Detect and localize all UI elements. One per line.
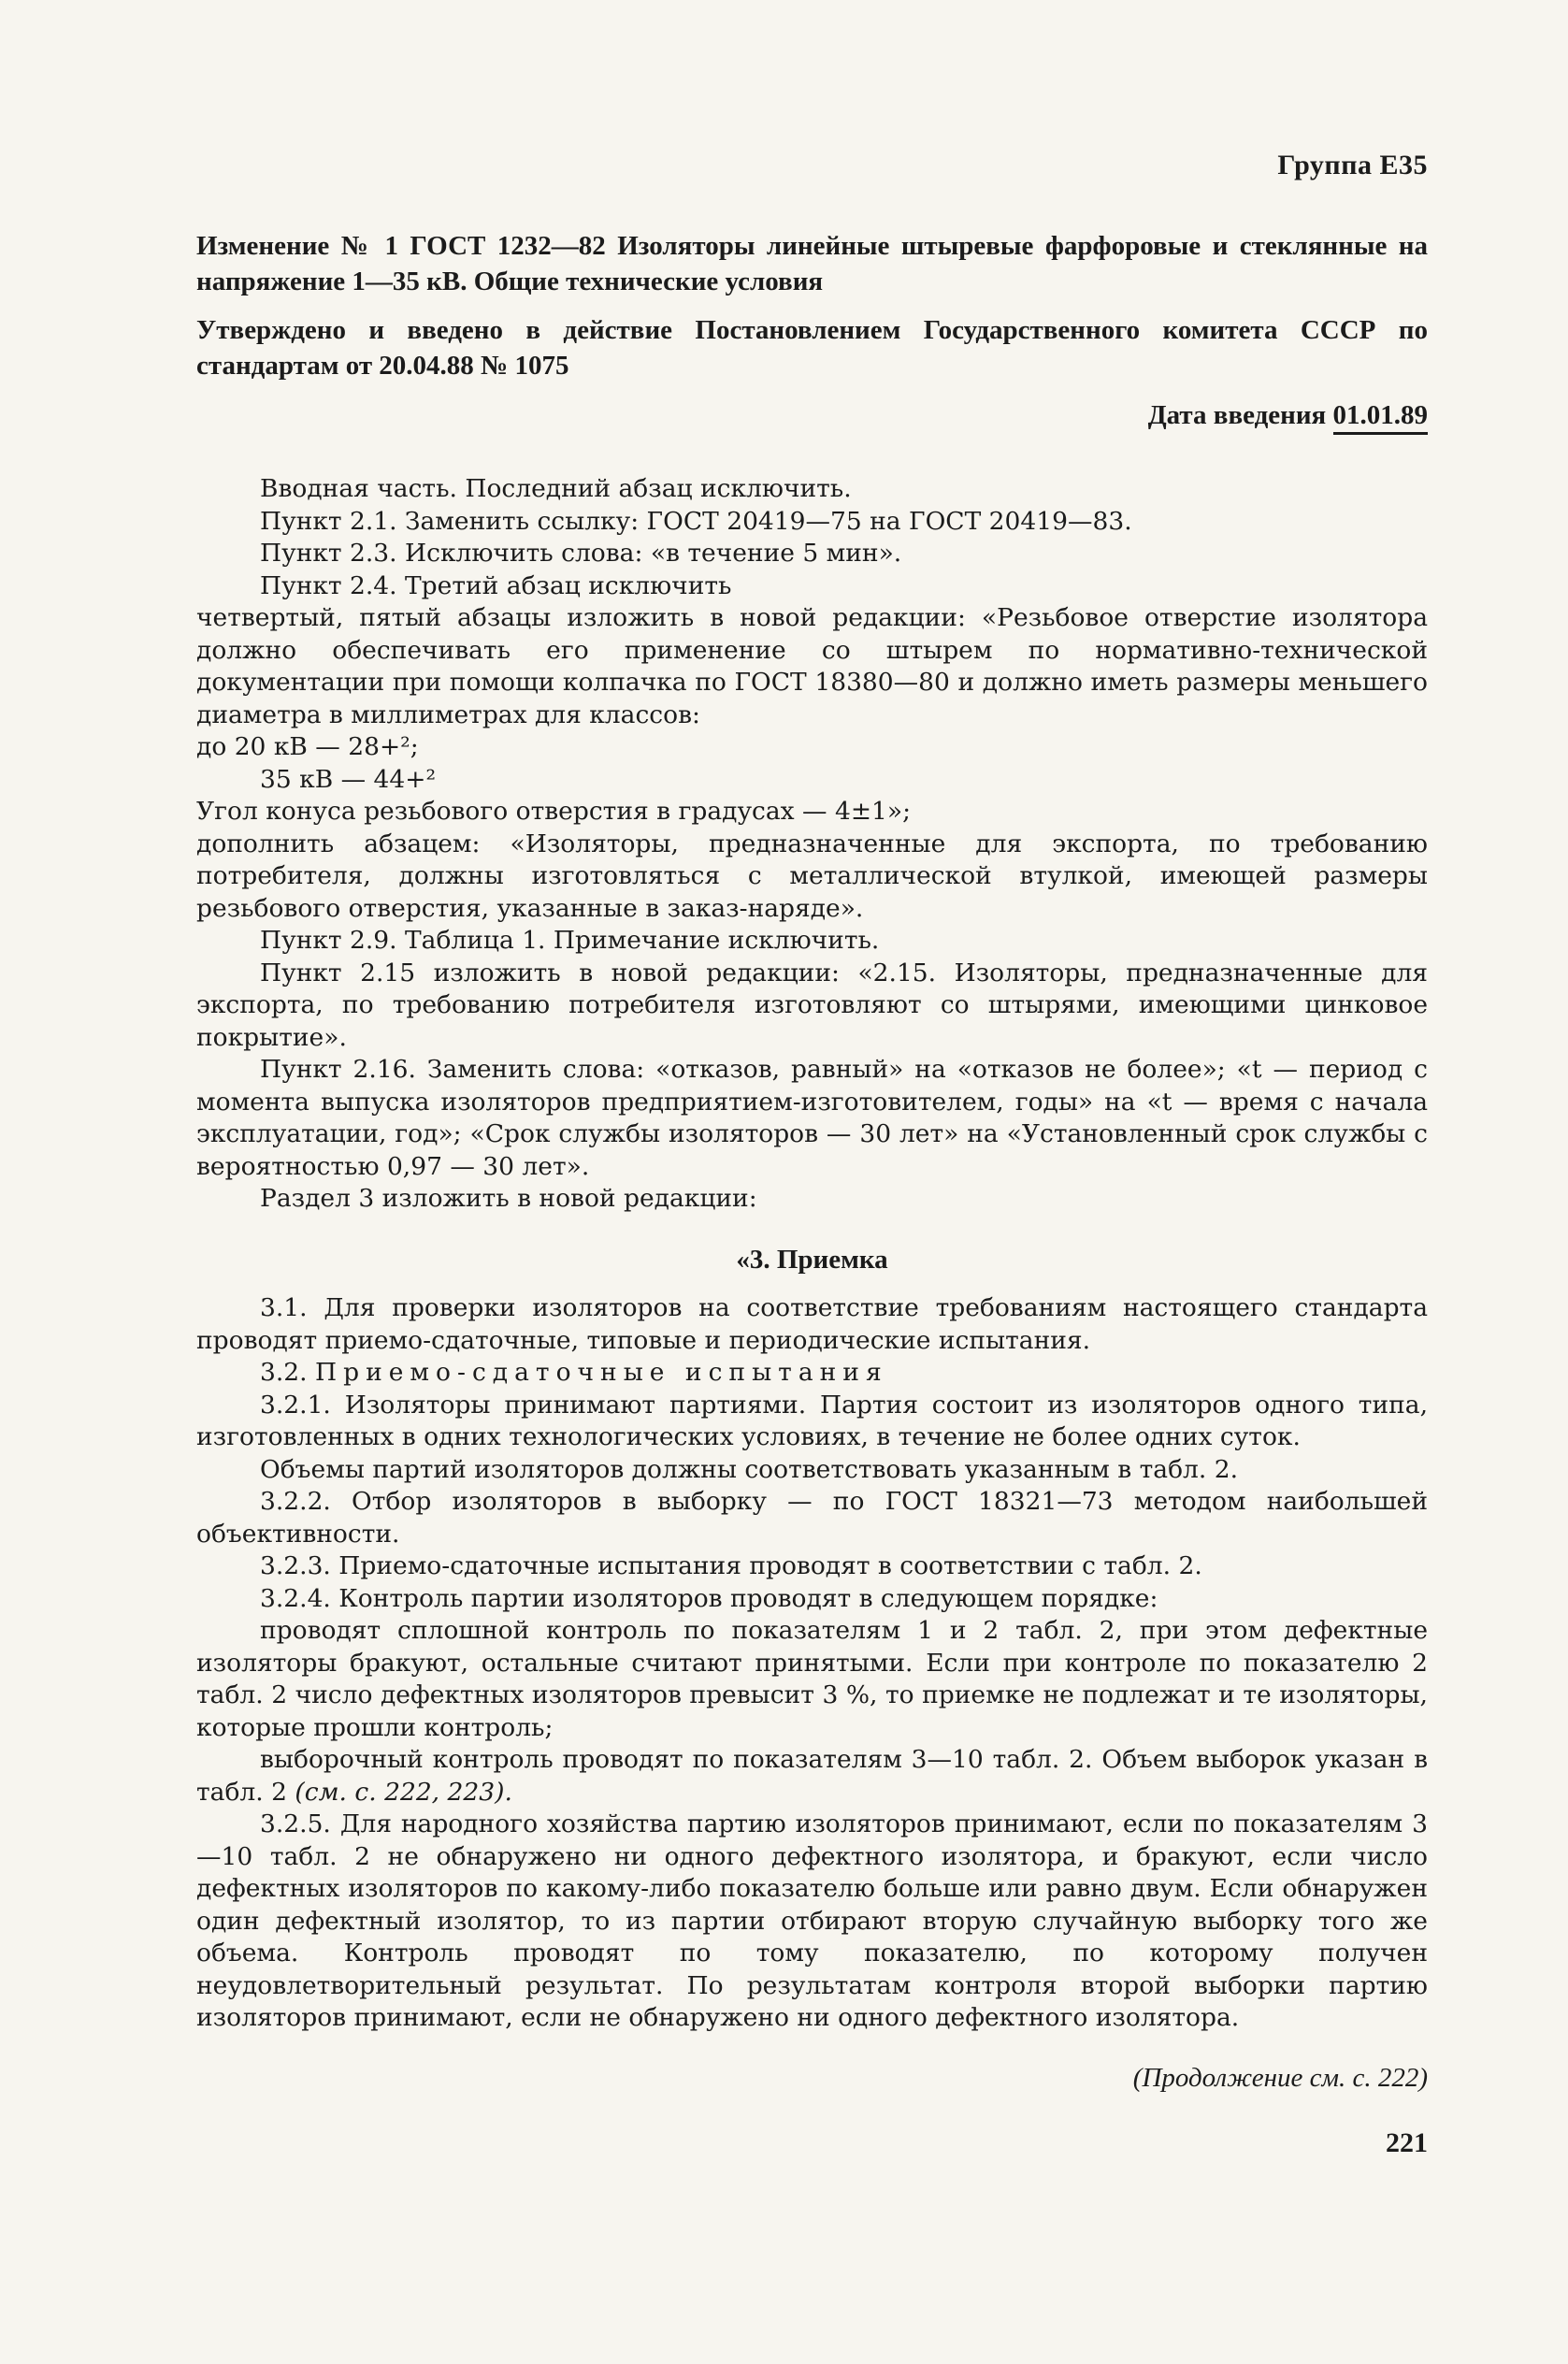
page-number: 221 [1386, 2126, 1428, 2158]
paragraph: четвертый, пятый абзацы изложить в новой редакции: «Резьбовое отверстие изолятора должно обеспечивать его применение со штырем по нормативно-технической документации при помощи колпачка по ГОСТ 18380—80 и должно иметь размеры меньшего диаметра в миллиметрах для классов: [196, 603, 1428, 729]
paragraph [196, 1744, 1428, 1809]
subsection-title: Приемо-сдаточные испытания [315, 1358, 888, 1387]
paragraph: Пункт 2.9. Таблица 1. Примечание исключить. [260, 926, 880, 955]
page-reference: (см. с. 222, 223). [295, 1777, 512, 1807]
paragraph: Вводная часть. Последний абзац исключить. [260, 474, 852, 503]
paragraph: 3.2.4. Контроль партии изоляторов проводят в следующем порядке: [260, 1583, 1158, 1613]
continuation-note: (Продолжение см. с. 222) [1132, 2062, 1428, 2093]
paragraph: Пункт 2.16. Заменить слова: «отказов, равный» на «отказов не более»; «t — период с момента выпуска изоляторов предприятием-изготовителем, годы» на «t — время с начала эксплуатации, год»; «Срок службы изоляторов — 30 лет» на «Установленный срок службы с вероятностью 0,97 — 30 лет». [196, 1055, 1428, 1181]
effective-date [196, 396, 1428, 434]
dimension-line: до 20 кВ — 28+²; [196, 732, 419, 761]
paragraph: Пункт 2.3. Исключить слова: «в течение 5 мин». [260, 539, 902, 568]
date-label: Дата введения [1147, 400, 1327, 430]
paragraph: дополнить абзацем: «Изоляторы, предназначенные для экспорта, по требованию потребителя, должны изготовляться с металлической втулкой, имеющей размеры резьбового отверстия, указанные в заказ-наряде». [196, 829, 1428, 923]
document-body [196, 473, 1428, 2035]
paragraph-text: выборочный контроль проводят по показателям 3—10 табл. 2. Объем выборок указан в табл. 2 [196, 1745, 1428, 1807]
paragraph: Пункт 2.1. Заменить ссылку: ГОСТ 20419—75 на ГОСТ 20419—83. [260, 506, 1132, 536]
paragraph: Пункт 2.15 изложить в новой редакции: «2.15. Изоляторы, предназначенные для экспорта, по требованию потребителя изготовляют со штырями, имеющими цинковое покрытие». [196, 958, 1428, 1052]
paragraph: Объемы партий изоляторов должны соответствовать указанным в табл. 2. [260, 1454, 1238, 1484]
paragraph: 3.1. Для проверки изоляторов на соответствие требованиям настоящего стандарта проводят приемо-сдаточные, типовые и периодические испытания. [196, 1293, 1428, 1355]
paragraph: 3.2.3. Приемо-сдаточные испытания проводят в соответствии с табл. 2. [260, 1551, 1202, 1580]
paragraph: 3.2.5. Для народного хозяйства партию изоляторов принимают, если по показателям 3—10 табл. 2 не обнаружено ни одного дефектного изолятора, и бракуют, если число дефектных изоляторов по какому-либо показателю больше или равно двум. Если обнаружен один дефектный изолятор, то из партии отбирают вторую случайную выборку того же объема. Контроль проводят по тому показателю, по которому получен неудовлетворительный результат. По результатам контроля второй выборки партию изоляторов принимают, если не обнаружено ни одного дефектного изолятора. [196, 1809, 1428, 2032]
paragraph: Раздел 3 изложить в новой редакции: [260, 1184, 757, 1213]
dimension-line: 35 кВ — 44+² [260, 764, 437, 794]
section-heading: «3. Приемка [736, 1244, 888, 1275]
approval-note: Утверждено и введено в действие Постановлением Государственного комитета СССР по стандартам от 20.04.88 № 1075 [196, 315, 1428, 381]
subsection-number: 3.2. [260, 1358, 308, 1387]
document-title: Изменение № 1 ГОСТ 1232—82 Изоляторы линейные штыревые фарфоровые и стеклянные на напряжение 1—35 кВ. Общие технические условия [196, 231, 1428, 296]
paragraph: проводят сплошной контроль по показателям 1 и 2 табл. 2, при этом дефектные изоляторы бракуют, остальные считают принятыми. Если при контроле по показателю 2 табл. 2 число дефектных изоляторов превысит 3 %, то приемке не подлежат и те изоляторы, которые прошли контроль; [196, 1616, 1428, 1742]
paragraph: 3.2.2. Отбор изоляторов в выборку — по ГОСТ 18321—73 методом наибольшей объективности. [196, 1487, 1428, 1549]
date-value: 01.01.89 [1333, 400, 1429, 435]
subsection-heading [196, 1357, 1428, 1390]
group-code: Группа Е35 [1277, 150, 1428, 180]
paragraph: 3.2.1. Изоляторы принимают партиями. Партия состоит из изоляторов одного типа, изготовленных в одних технологических условиях, в течение не более одних суток. [196, 1390, 1428, 1451]
paragraph: Угол конуса резьбового отверстия в градусах — 4±1»; [196, 797, 912, 826]
paragraph: Пункт 2.4. Третий абзац исключить [260, 570, 732, 600]
